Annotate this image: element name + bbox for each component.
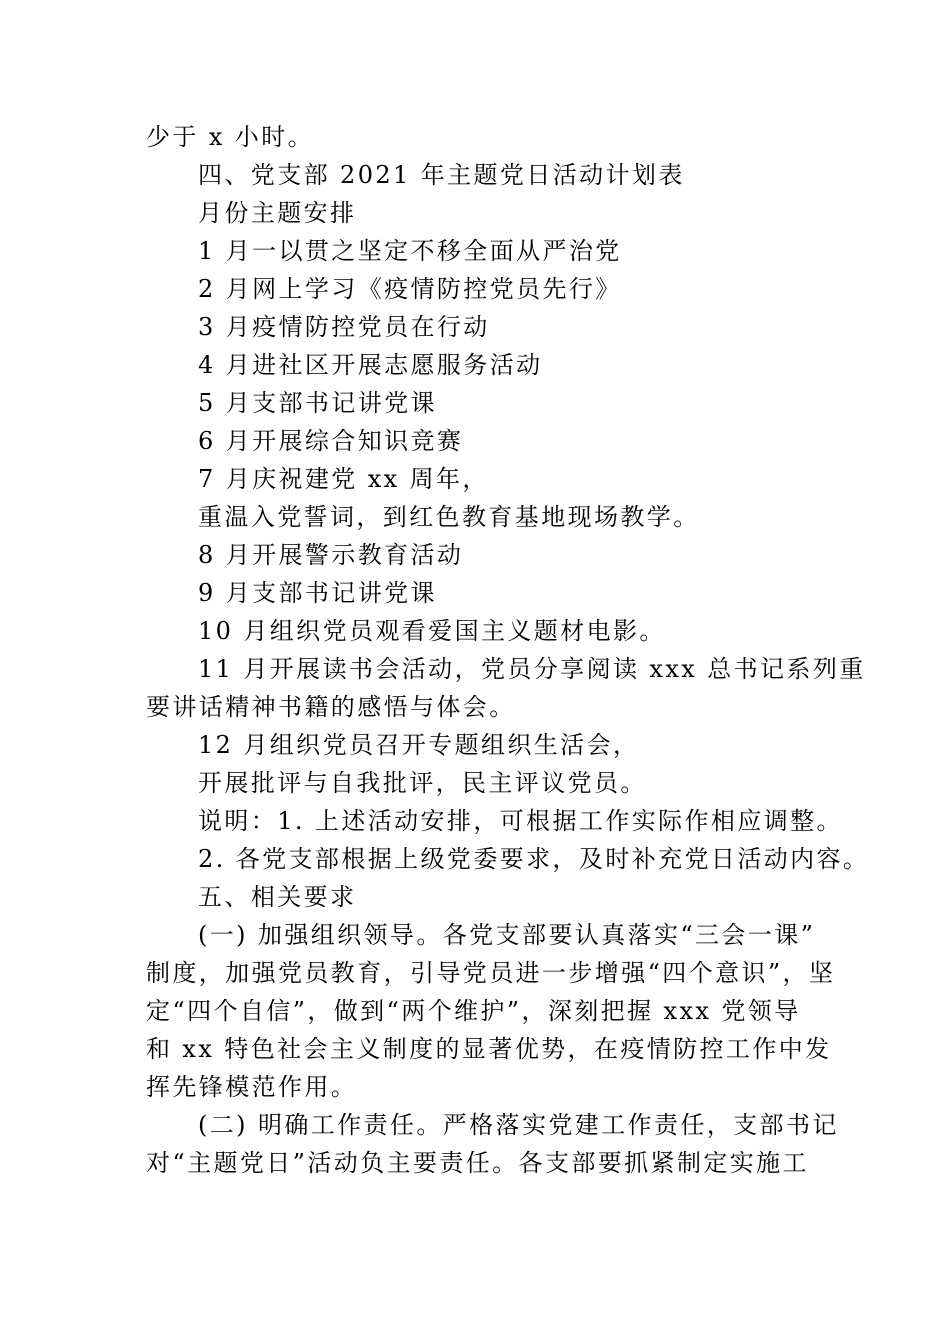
plan-item-dec-cont: 开展批评与自我批评，民主评议党员。 [198,769,647,797]
plan-item-sep: 9 月支部书记讲党课 [198,579,437,607]
table-header: 月份主题安排 [198,199,357,227]
plan-item-aug: 8 月开展警示教育活动 [198,541,464,569]
plan-item-may: 5 月支部书记讲党课 [198,389,437,417]
paragraph-line: (一) 加强组织领导。各党支部要认真落实“三会一课” [198,921,816,949]
plan-item-jul-cont: 重温入党誓词，到红色教育基地现场教学。 [198,503,700,531]
plan-item-nov-cont: 要讲话精神书籍的感悟与体会。 [146,693,516,721]
plan-item-mar: 3 月疫情防控党员在行动 [198,313,490,341]
plan-item-jun: 6 月开展综合知识竞赛 [198,427,464,455]
paragraph-line: 挥先锋模范作用。 [146,1073,358,1101]
plan-item-oct: 10 月组织党员观看爱国主义题材电影。 [198,617,666,645]
paragraph-line: 对“主题党日”活动负主要责任。各支部要抓紧制定实施工 [146,1149,809,1177]
paragraph-line: (二) 明确工作责任。严格落实党建工作责任，支部书记 [198,1111,839,1139]
plan-item-feb: 2 月网上学习《疫情防控党员先行》 [198,275,622,303]
section-heading: 五、相关要求 [198,883,357,911]
plan-item-jul: 7 月庆祝建党 xx 周年， [198,465,489,493]
note-line-2: 2. 各党支部根据上级党委要求，及时补充党日活动内容。 [198,845,870,873]
text-line: 少于 x 小时。 [146,123,314,151]
section-heading: 四、党支部 2021 年主题党日活动计划表 [198,161,685,189]
plan-item-dec: 12 月组织党员召开专题组织生活会， [198,731,640,759]
plan-item-jan: 1 月一以贯之坚定不移全面从严治党 [198,237,622,265]
plan-item-nov: 11 月开展读书会活动，党员分享阅读 xxx 总书记系列重 [198,655,866,683]
paragraph-line: 定“四个自信”，做到“两个维护”，深刻把握 xxx 党领导 [146,997,801,1025]
paragraph-line: 和 xx 特色社会主义制度的显著优势，在疫情防控工作中发 [146,1035,832,1063]
plan-item-apr: 4 月进社区开展志愿服务活动 [198,351,543,379]
paragraph-line: 制度，加强党员教育，引导党员进一步增强“四个意识”，坚 [146,959,836,987]
note-line-1: 说明：1. 上述活动安排，可根据工作实际作相应调整。 [198,807,843,835]
